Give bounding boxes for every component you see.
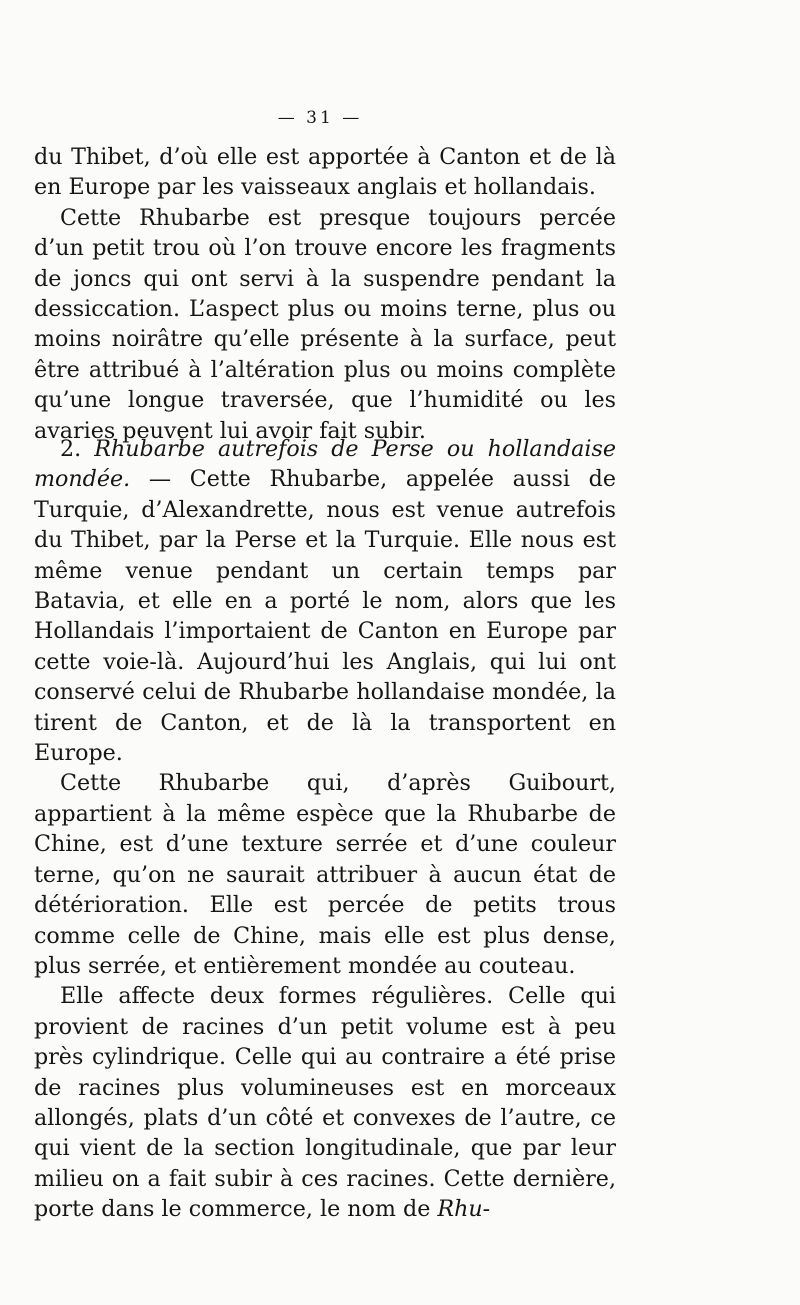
paragraph-guibourt: Cette Rhubarbe qui, d’après Guibourt, appartient à la même espèce que la Rhubarbe de Chine, est d’une texture serrée et d’une couleur terne, qu’on ne saurait attribuer à aucun état de détérioration. Elle est percée de petits trous comme celle de Chine, mais elle est plus dense, plus serrée, et entièrement mondée au couteau. <box>34 770 616 979</box>
paragraph-forms-italic: Rhu- <box>437 1196 491 1223</box>
section-number: 2. <box>60 436 95 462</box>
paragraph-section-2 <box>34 434 616 768</box>
text-block-lower <box>34 434 616 1225</box>
paragraph-continuation: du Thibet, d’où elle est apportée à Canton et de là en Europe par les vaisseaux anglais et hollandais. <box>34 144 616 201</box>
paragraph-forms-text: Elle affecte deux formes régulières. Celle qui provient de racines d’un petit volume est à peu près cylindrique. Celle qui au contraire a été prise de racines plus volumineuses est en morceaux allongés, plats d’un côté et convexes de l’autre, ce qui vient de la section longitudinale, que par leur milieu on a fait subir à ces racines. Cette dernière, porte dans le commerce, le nom de <box>34 983 616 1223</box>
paragraph-rhubarb-holes: Cette Rhubarbe est presque toujours percée d’un petit trou où l’on trouve encore les fragments de joncs qui ont servi à la suspendre pendant la dessiccation. L’aspect plus ou moins terne, plus ou moins noirâtre qu’elle présente à la surface, peut être attribué à l’altération plus ou moins complète qu’une longue traversée, que l’humidité ou les avaries peuvent lui avoir fait subir. <box>34 204 616 444</box>
text-block-upper <box>34 142 616 446</box>
section-title: Rhubarbe autrefois de Perse ou hollandaise mondée. <box>34 436 616 493</box>
page-number: — 31 — <box>277 108 363 128</box>
paragraph-forms <box>34 981 616 1224</box>
section-body: — Cette Rhubarbe, appelée aussi de Turquie, d’Alexandrette, nous est venue autrefois du Thibet, par la Perse et la Turquie. Elle nous est même venue pendant un certain temps par Batavia, et elle en a porté le nom, alors que les Hollandais l’importaient de Canton en Europe par cette voie-là. Aujourd’hui les Anglais, qui lui ont conservé celui de Rhubarbe hollandaise mondée, la tirent de Canton, et de là la transportent en Europe. <box>34 466 616 767</box>
